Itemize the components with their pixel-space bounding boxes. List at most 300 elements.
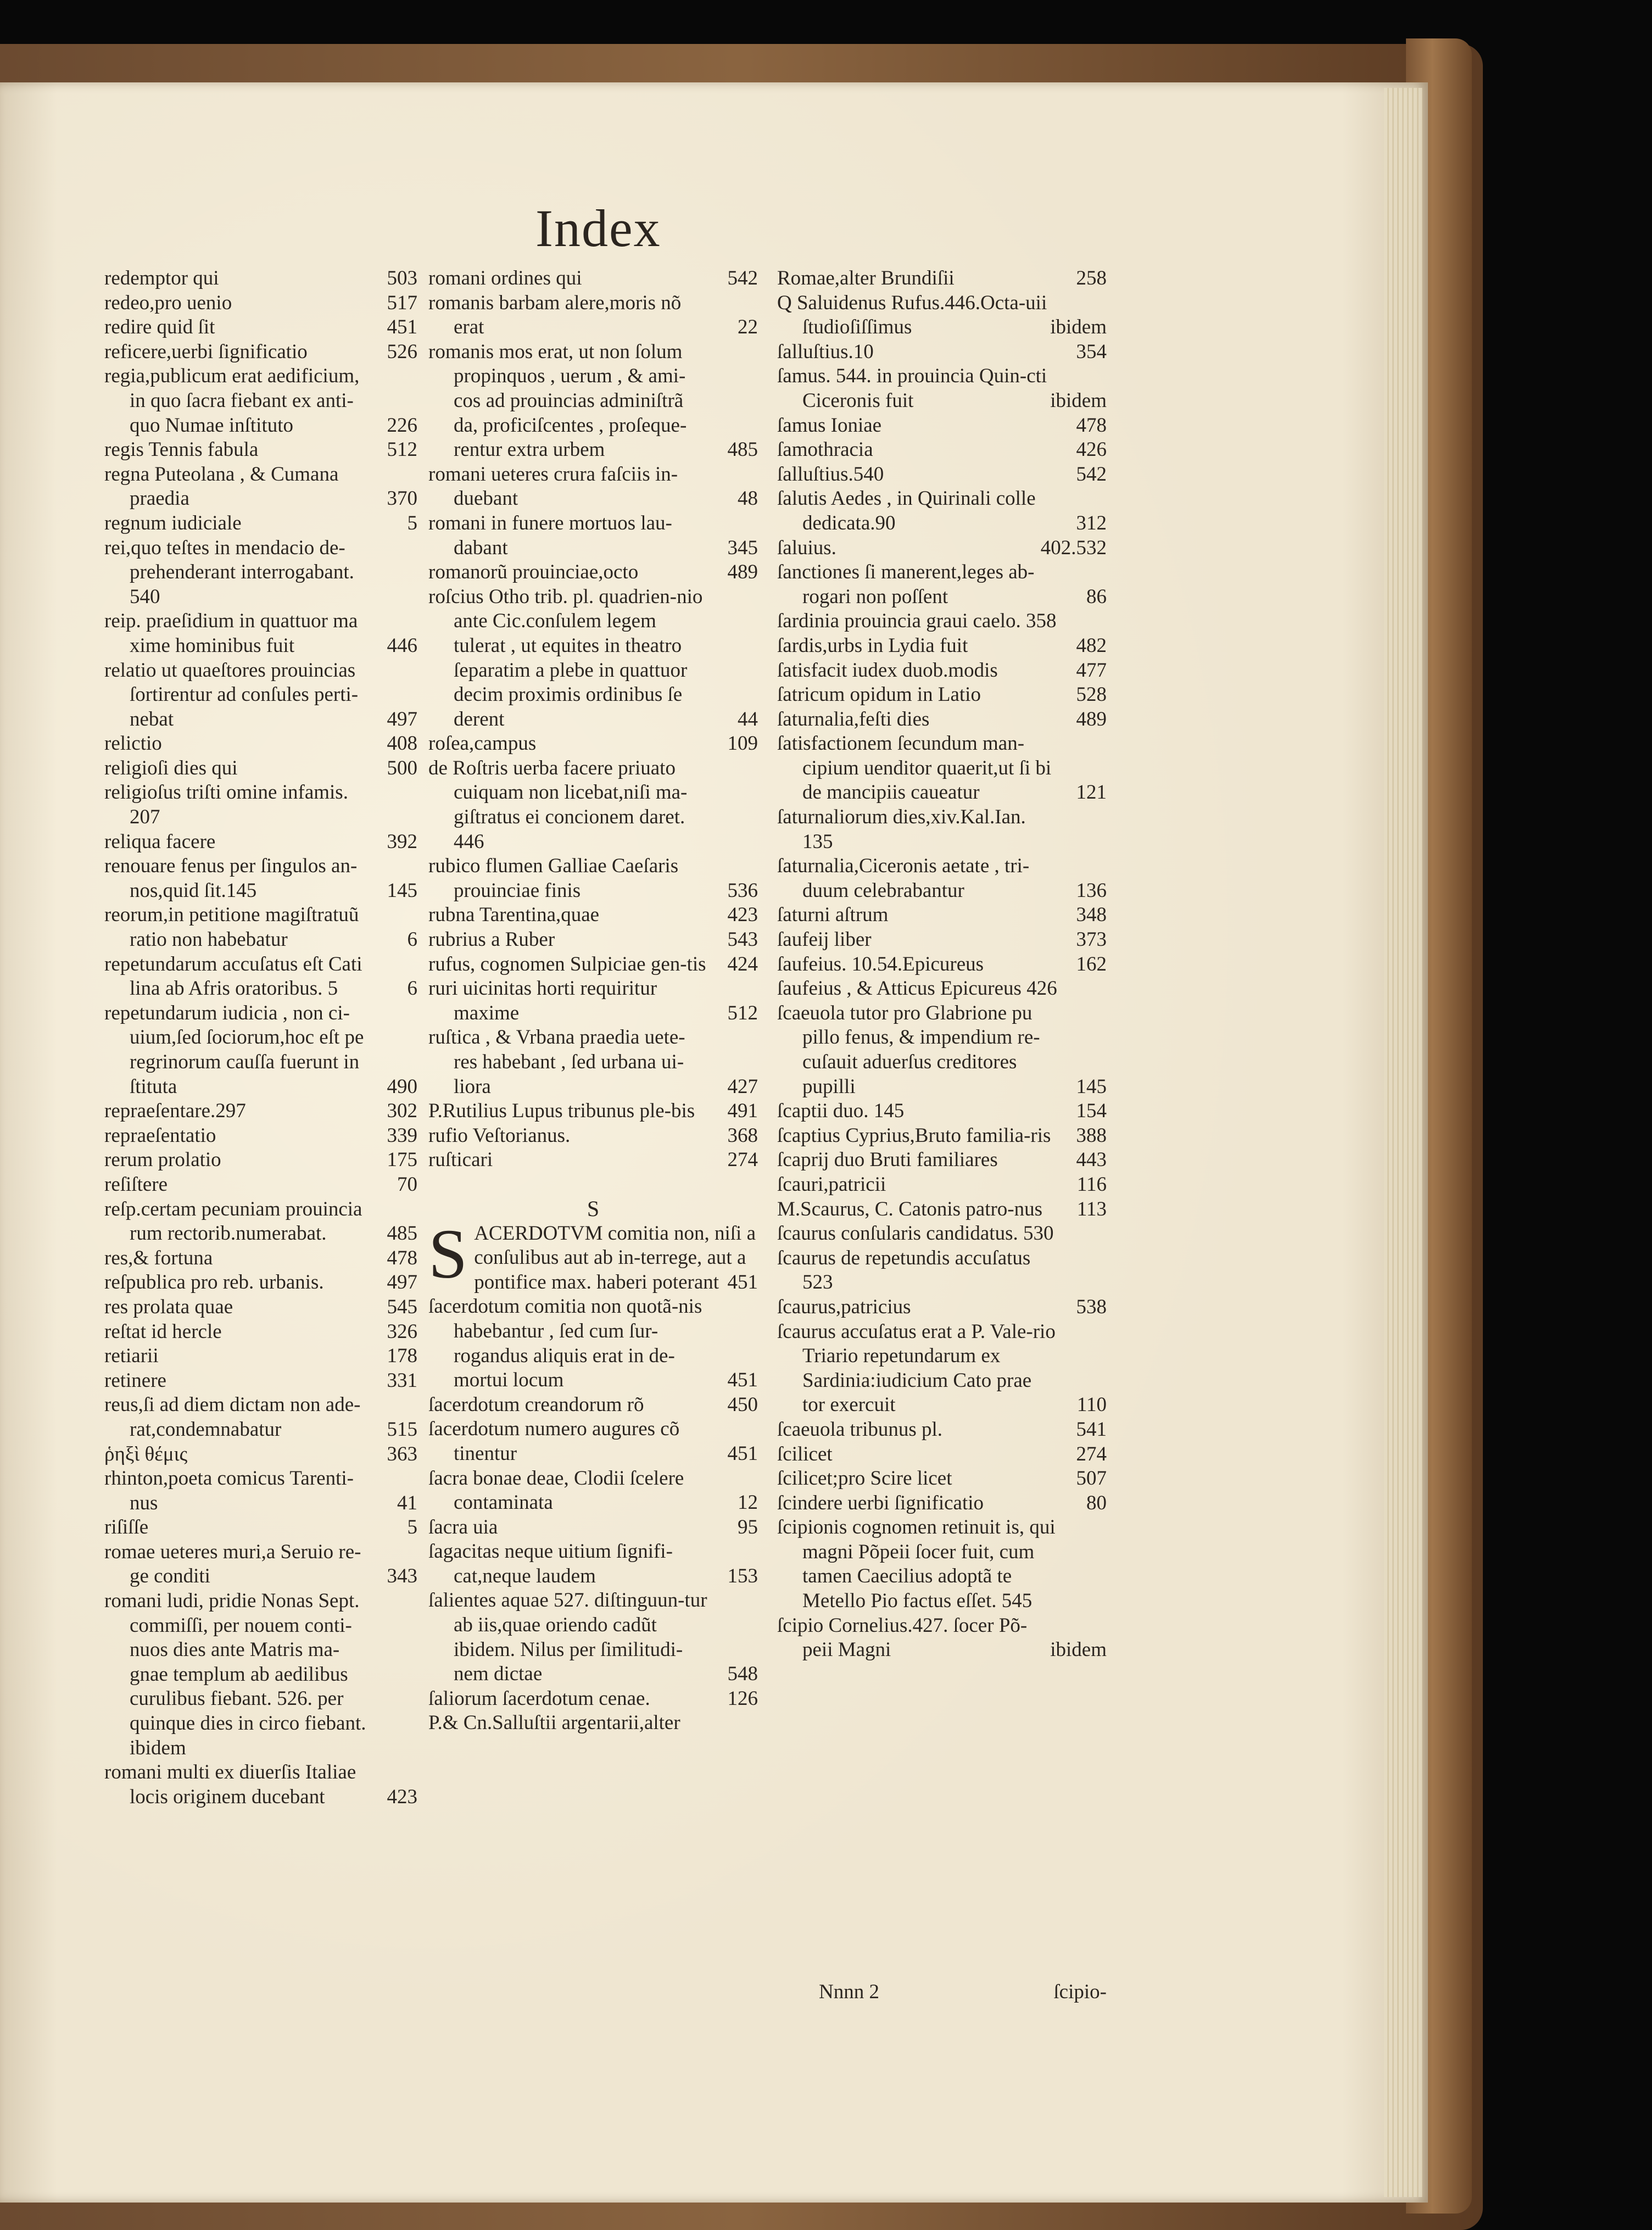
page-ref: 154 <box>1076 1100 1107 1123</box>
entry-text: ſalluſtius.10 <box>777 340 874 363</box>
index-entry <box>777 732 1107 805</box>
page-ref: 542 <box>727 267 758 289</box>
entry-text: ſcaprij duo Bruti familiares <box>777 1149 998 1172</box>
page-ref: 478 <box>1076 414 1107 437</box>
page-ref: 545 <box>387 1295 417 1318</box>
entry-text: regis Tennis fabula <box>104 438 259 461</box>
index-entry <box>104 1515 417 1540</box>
entry-text: ſagacitas neque uitium ſignifi-cat,neque laudem <box>428 1540 673 1587</box>
index-entry <box>104 511 417 536</box>
page-ref: 426 <box>1076 438 1107 461</box>
index-entry <box>777 340 1107 365</box>
index-entry <box>428 1588 758 1686</box>
index-entry <box>104 462 417 511</box>
entry-text: ſamus. 544. in prouincia Quin-cti Ciceronis fuit <box>777 365 1047 412</box>
page-ref: 339 <box>387 1124 417 1147</box>
page-ref: 5 <box>407 511 417 534</box>
page-ref: 388 <box>1076 1124 1107 1147</box>
entry-text: ſatricum opidum in Latio <box>777 683 981 706</box>
index-entry <box>777 291 1107 340</box>
index-column-2 <box>428 266 758 1736</box>
page-ref: ibidem <box>1050 316 1107 339</box>
index-entry <box>777 683 1107 707</box>
page-ref: 145 <box>1076 1075 1107 1098</box>
entry-text: rufus, cognomen Sulpiciae gen-tis <box>428 952 706 975</box>
index-entry <box>104 1467 417 1515</box>
page-ref: 331 <box>387 1369 417 1392</box>
entry-text: de Roſtris uerba facere priuato cuiquam non licebat,niſi ma-giſtratus ei concionem daret. 446 <box>428 756 688 853</box>
entry-text: rhinton,poeta comicus Tarenti-nus <box>104 1467 354 1514</box>
page-ref: 302 <box>387 1100 417 1123</box>
index-entry <box>428 854 758 903</box>
page-ref: 423 <box>387 1785 417 1808</box>
index-entry <box>428 1025 758 1099</box>
entry-text: ſcaurus de repetundis accuſatus 523 <box>777 1246 1031 1294</box>
index-entry <box>104 536 417 610</box>
index-entry <box>777 854 1107 903</box>
entry-text: renouare fenus per ſingulos an-nos,quid ſit.145 <box>104 855 358 902</box>
entry-text: ſacerdotum numero augures cõ tinentur <box>428 1418 680 1465</box>
entry-text: relatio ut quaeſtores prouincias ſortirentur ad conſules perti-nebat <box>104 659 359 731</box>
index-entry <box>777 805 1107 854</box>
entry-text: Romae,alter Brundiſii <box>777 267 955 289</box>
entry-text: ſcilicet <box>777 1442 833 1465</box>
index-entry <box>777 1246 1107 1295</box>
entry-text: romae ueteres muri,a Seruio re-ge conditi <box>104 1540 361 1588</box>
signature-mark: Nnnn 2 <box>819 1981 879 2003</box>
index-entry <box>428 462 758 511</box>
index-entry <box>104 1148 417 1173</box>
entry-text: ſaliorum ſacerdotum cenae. <box>428 1687 650 1710</box>
page-ref: 497 <box>387 707 417 731</box>
entry-text: ſaturnalia,Ciceronis aetate , tri-duum celebrabantur <box>777 855 1030 902</box>
page-ref: 354 <box>1076 340 1107 363</box>
page-ref: 110 <box>1076 1393 1107 1417</box>
page-ref: 402.532 <box>1040 536 1107 559</box>
index-entry <box>104 659 417 732</box>
entry-text: ruſtica , & Vrbana praedia uete-res habebant , ſed urbana ui-liora <box>428 1026 685 1098</box>
entry-text: rerum prolatio <box>104 1149 221 1172</box>
section-lead-entry <box>428 1214 758 1295</box>
index-entry <box>104 1246 417 1271</box>
section-entries <box>428 1295 758 1736</box>
page-ref: 274 <box>1076 1442 1107 1465</box>
index-entry <box>428 560 758 585</box>
entry-text: Q Saluidenus Rufus.446.Octa-uii ſtudioſiſſimus <box>777 291 1047 339</box>
index-entry <box>428 732 758 756</box>
entry-text: retinere <box>104 1369 166 1392</box>
page-ref: 478 <box>387 1246 417 1269</box>
page-ref: 477 <box>1076 659 1107 682</box>
page-ref: 548 <box>727 1663 758 1686</box>
page-ref: 80 <box>1086 1491 1107 1514</box>
entry-text: repetundarum iudicia , non ci-uium,ſed ſociorum,hoc eſt pe regrinorum cauſſa fuerunt in ſtituta <box>104 1001 364 1098</box>
entry-text: ſcaeuola tutor pro Glabrione pu pillo fenus, & impendium re-cuſauit aduerſus creditores pupilli <box>777 1001 1040 1098</box>
index-column-3 <box>777 266 1107 1663</box>
index-entry <box>104 315 417 340</box>
index-entry <box>777 1467 1107 1491</box>
index-entry <box>777 977 1107 1001</box>
entry-text: romanorũ prouinciae,octo <box>428 561 639 584</box>
entry-text: ſamothracia <box>777 438 873 461</box>
entry-text: ſacerdotum creandorum rõ <box>428 1393 644 1416</box>
entry-text: ſaufeius , & Atticus Epicureus 426 <box>777 977 1057 1000</box>
page-ref: 451 <box>727 1270 758 1294</box>
entry-text: romanis barbam alere,moris nõ erat <box>428 291 682 339</box>
index-entry <box>104 1099 417 1124</box>
entry-text: repraeſentare.297 <box>104 1100 246 1123</box>
entry-text: reſp.certam pecuniam prouincia rum rectorib.numerabat. <box>104 1197 362 1245</box>
index-entry <box>104 1295 417 1320</box>
index-entry <box>428 585 758 732</box>
page-ref: 95 <box>738 1515 758 1538</box>
index-entry <box>104 1589 417 1760</box>
index-entry <box>428 1295 758 1392</box>
entry-text: reorum,in petitione magiſtratuũ ratio non habebatur <box>104 904 359 951</box>
page-ref: 517 <box>387 291 417 314</box>
index-entry <box>428 1393 758 1418</box>
page-ref: 451 <box>727 1442 758 1465</box>
entry-text: rubico flumen Galliae Caeſaris prouinciae finis <box>428 855 679 902</box>
index-entry <box>428 1099 758 1124</box>
page-ref: 491 <box>727 1100 758 1123</box>
entry-text: rufio Veſtorianus. <box>428 1124 571 1147</box>
index-entry <box>104 1173 417 1197</box>
page-ref: 226 <box>387 414 417 437</box>
entry-text: M.Scaurus, C. Catonis patro-nus <box>777 1197 1043 1220</box>
index-entry <box>777 1491 1107 1516</box>
section-lead-text: ACERDOTVM comitia non, niſi a conſulibus aut ab in-terrege, aut a pontifice max. haberi poterant <box>474 1222 756 1294</box>
index-entry <box>104 1344 417 1369</box>
entry-text: ῥηξὶ θέμις <box>104 1442 188 1465</box>
entry-text: relictio <box>104 732 162 755</box>
page-ref: 258 <box>1076 267 1107 289</box>
index-entry <box>428 952 758 977</box>
index-entry <box>104 1760 417 1809</box>
page-ref: 446 <box>387 634 417 657</box>
index-entry <box>777 462 1107 487</box>
page-ref: 500 <box>387 756 417 779</box>
index-entry <box>104 1540 417 1589</box>
entry-text: reficere,uerbi ſignificatio <box>104 340 308 363</box>
entry-text: ſcaeuola tribunus pl. <box>777 1418 943 1441</box>
index-entry <box>777 364 1107 413</box>
index-entry <box>428 1467 758 1515</box>
index-list <box>428 266 758 1173</box>
index-entry <box>777 1442 1107 1467</box>
entry-text: ſalutis Aedes , in Quirinali colle dedicata.90 <box>777 487 1036 534</box>
page-ref: 113 <box>1076 1197 1107 1220</box>
entry-text: rubna Tarentina,quae <box>428 904 600 927</box>
entry-text: ſalientes aquae 527. diſtinguun-tur ab iis,quae oriendo cadũt ibidem. Nilus per ſimilitudi-nem dictae <box>428 1589 707 1686</box>
page-ref: 497 <box>387 1271 417 1294</box>
index-entry <box>777 414 1107 438</box>
entry-text: ſatisfacit iudex duob.modis <box>777 659 998 682</box>
index-entry <box>777 1222 1107 1246</box>
page-ref: 136 <box>1076 879 1107 902</box>
index-entry <box>104 609 417 658</box>
entry-text: ſcipio Cornelius.427. ſocer Põ-peii Magni <box>777 1614 1028 1662</box>
page-ref: 178 <box>387 1345 417 1368</box>
index-entry <box>777 1124 1107 1149</box>
index-entry <box>428 511 758 560</box>
entry-text: ſacra bonae deae, Clodii ſcelere contaminata <box>428 1467 684 1514</box>
page-ref: 6 <box>407 928 417 951</box>
page-ref: 373 <box>1076 928 1107 951</box>
page-ref: 126 <box>727 1687 758 1710</box>
index-entry <box>104 266 417 291</box>
index-entry <box>777 1320 1107 1418</box>
page-ref: 348 <box>1076 904 1107 927</box>
index-entry <box>428 1515 758 1540</box>
entry-text: ruſticari <box>428 1149 493 1172</box>
entry-text: reſiſtere <box>104 1173 168 1196</box>
page-ref: 326 <box>387 1320 417 1343</box>
page-ref: 116 <box>1076 1173 1107 1196</box>
page-ref: 450 <box>727 1393 758 1416</box>
index-entry <box>104 1270 417 1295</box>
page-ref: 12 <box>738 1491 758 1514</box>
index-entry <box>104 756 417 781</box>
index-entry <box>104 830 417 855</box>
page-ref: 368 <box>727 1124 758 1147</box>
page-ref: 5 <box>407 1516 417 1539</box>
entry-text: ſaufeij liber <box>777 928 872 951</box>
index-entry <box>777 560 1107 609</box>
page-ref: 528 <box>1076 683 1107 706</box>
entry-text: religioſi dies qui <box>104 756 238 779</box>
page-title: Index <box>535 199 661 258</box>
index-entry <box>428 340 758 462</box>
entry-text: ſacerdotum comitia non quotã-nis habebantur , ſed cum ſur-rogandus aliquis erat in de-mortui locum <box>428 1295 702 1392</box>
index-entry <box>104 1197 417 1246</box>
entry-text: romani multi ex diuerſis Italiae locis originem ducebant <box>104 1761 356 1808</box>
entry-text: reſtat id hercle <box>104 1320 222 1343</box>
index-entry <box>104 1393 417 1442</box>
entry-text: retiarii <box>104 1345 159 1368</box>
entry-text: riſiſſe <box>104 1516 149 1539</box>
entry-text: ſamus Ioniae <box>777 414 882 437</box>
entry-text: rei,quo teſtes in mendacio de-prehenderant interrogabant. 540 <box>104 536 354 608</box>
page-ref: 345 <box>727 536 758 559</box>
index-entry <box>777 903 1107 928</box>
page-ref: 427 <box>727 1075 758 1098</box>
page-ref: 343 <box>387 1565 417 1588</box>
page-ref: 543 <box>727 928 758 951</box>
page-ref: 274 <box>727 1149 758 1172</box>
catchword: ſcipio- <box>1053 1981 1107 2003</box>
entry-text: ſcaurus conſularis candidatus. 530 <box>777 1222 1054 1245</box>
index-entry <box>104 1320 417 1345</box>
entry-text: redeo,pro uenio <box>104 291 232 314</box>
entry-text: ſcilicet;pro Scire licet <box>777 1467 952 1490</box>
entry-text: rubrius a Ruber <box>428 928 555 951</box>
page-ref: 22 <box>738 316 758 339</box>
index-entry <box>428 1711 758 1736</box>
index-entry <box>104 1124 417 1149</box>
index-entry <box>428 977 758 1025</box>
page-ref: 512 <box>727 1001 758 1024</box>
index-entry <box>104 781 417 829</box>
index-entry <box>104 291 417 316</box>
page-ref: 512 <box>387 438 417 461</box>
entry-text: redemptor qui <box>104 267 219 289</box>
page-ref: 312 <box>1076 511 1107 534</box>
page-ref: 424 <box>727 952 758 975</box>
page-ref: 175 <box>387 1149 417 1172</box>
index-entry <box>777 1418 1107 1442</box>
page-ref: 86 <box>1086 585 1107 608</box>
page-ref: 503 <box>387 267 417 289</box>
entry-text: romani ludi, pridie Nonas Sept. commiſſi, per nouem conti-nuos dies ante Matris ma-gnae templum ab aedilibus curulibus fiebant. 526. per quinque dies in circo fiebant. ibidem <box>104 1590 366 1759</box>
entry-text: ruri uicinitas horti requiritur maxime <box>428 977 657 1024</box>
entry-text: romani in funere mortuos lau-dabant <box>428 511 672 559</box>
entry-text: res,& fortuna <box>104 1246 213 1269</box>
page-ref: 507 <box>1076 1467 1107 1490</box>
index-column-1 <box>104 266 417 1809</box>
index-entry <box>777 487 1107 536</box>
page-ref: 485 <box>727 438 758 461</box>
entry-text: regna Puteolana , & Cumana praedia <box>104 462 339 510</box>
entry-text: res prolata quae <box>104 1295 233 1318</box>
index-entry <box>777 1099 1107 1124</box>
page-ref: 451 <box>387 316 417 339</box>
index-entry <box>777 634 1107 659</box>
index-entry <box>104 1001 417 1099</box>
entry-text: ſaluius. <box>777 536 836 559</box>
entry-text: ſardinia prouincia graui caelo. 358 <box>777 610 1057 633</box>
entry-text: ſaufeius. 10.54.Epicureus <box>777 952 984 975</box>
entry-text: reſpublica pro reb. urbanis. <box>104 1271 324 1294</box>
index-entry <box>428 756 758 854</box>
index-entry <box>428 1148 758 1173</box>
page-ref: 48 <box>738 487 758 510</box>
entry-text: ſardis,urbs in Lydia fuit <box>777 634 968 657</box>
index-entry <box>428 1417 758 1466</box>
index-entry <box>104 952 417 1001</box>
index-entry <box>777 707 1107 732</box>
entry-text: regia,publicum erat aedificium, in quo ſacra fiebant ex anti-quo Numae inſtituto <box>104 365 360 437</box>
page-ref: 541 <box>1076 1418 1107 1441</box>
entry-text: repraeſentatio <box>104 1124 216 1147</box>
index-entry <box>428 291 758 340</box>
page-ref: 489 <box>727 561 758 584</box>
index-entry <box>777 438 1107 462</box>
entry-text: romanis mos erat, ut non ſolum propinquos , uerum , & ami-cos ad prouincias adminiſtrã da, proficiſcentes , proſeque-rentur extra urbem <box>428 340 687 461</box>
page-ref: 370 <box>387 487 417 510</box>
page-ref: ibidem <box>1050 1638 1107 1662</box>
index-entry <box>428 903 758 928</box>
entry-text: P.& Cn.Salluſtii argentarii,alter <box>428 1711 680 1735</box>
entry-text: reip. praeſidium in quattuor ma xime hominibus fuit <box>104 610 358 657</box>
index-entry <box>777 536 1107 561</box>
entry-text: religioſus triſti omine infamis. 207 <box>104 781 348 829</box>
page-ref: 121 <box>1076 781 1107 804</box>
entry-text: roſcius Otho trib. pl. quadrien-nio ante Cic.conſulem legem tulerat , ut equites in theatro ſeparatim a plebe in quattuor decim proximis ordinibus ſe derent <box>428 585 703 731</box>
page-ref: 109 <box>727 732 758 755</box>
entry-text: ſaturnaliorum dies,xiv.Kal.Ian. 135 <box>777 806 1026 853</box>
entry-text: redire quid ſit <box>104 316 215 339</box>
entry-text: ſaturni aſtrum <box>777 904 889 927</box>
index-entry <box>777 928 1107 952</box>
entry-text: romani ordines qui <box>428 267 582 289</box>
page-ref: 515 <box>387 1418 417 1441</box>
entry-text: ſcaurus,patricius <box>777 1295 911 1318</box>
index-entry <box>428 266 758 291</box>
index-entry <box>104 1369 417 1393</box>
page-ref: 451 <box>727 1369 758 1392</box>
page-ref: 44 <box>738 707 758 731</box>
entry-text: roſea,campus <box>428 732 537 755</box>
page-ref: 6 <box>407 977 417 1000</box>
index-entry <box>777 1148 1107 1173</box>
entry-text: repetundarum accuſatus eſt Cati lina ab Afris oratoribus. 5 <box>104 952 362 1000</box>
page-ref: 538 <box>1076 1295 1107 1318</box>
entry-text: regnum iudiciale <box>104 511 242 534</box>
index-entry <box>777 1197 1107 1222</box>
index-entry <box>777 1515 1107 1613</box>
entry-text: reliqua facere <box>104 830 216 853</box>
entry-text: ſcaptii duo. 145 <box>777 1100 905 1123</box>
page-ref: 490 <box>387 1075 417 1098</box>
entry-text: ſanctiones ſi manerent,leges ab-rogari non poſſent <box>777 561 1035 608</box>
page-ref: 423 <box>727 904 758 927</box>
entry-text: ſaturnalia,feſti dies <box>777 707 930 731</box>
index-entry <box>777 1173 1107 1197</box>
entry-text: ſcaurus accuſatus erat a P. Vale-rio Triario repetundarum ex Sardinia:iudicium Cato prae tor exercuit <box>777 1320 1056 1417</box>
section-letter: S <box>587 1196 600 1221</box>
entry-text: ſcauri,patricii <box>777 1173 886 1196</box>
page-ref: 162 <box>1076 952 1107 975</box>
index-entry <box>777 1001 1107 1099</box>
index-entry <box>428 1124 758 1149</box>
page-ref: 489 <box>1076 707 1107 731</box>
index-entry <box>104 438 417 462</box>
page-ref: 542 <box>1076 462 1107 486</box>
page-ref: 485 <box>387 1222 417 1245</box>
entry-text: P.Rutilius Lupus tribunus ple-bis <box>428 1100 695 1123</box>
index-entry <box>777 952 1107 977</box>
page-ref: 443 <box>1076 1149 1107 1172</box>
index-entry <box>428 1540 758 1588</box>
index-entry <box>777 1614 1107 1663</box>
entry-text: ſalluſtius.540 <box>777 462 884 486</box>
page-ref: 526 <box>387 340 417 363</box>
index-entry <box>104 854 417 903</box>
index-entry <box>104 340 417 365</box>
index-entry <box>104 732 417 756</box>
page-ref: 70 <box>397 1173 417 1196</box>
entry-text: reus,ſi ad diem dictam non ade-rat,condemnabatur <box>104 1393 361 1441</box>
entry-text: ſacra uia <box>428 1515 498 1538</box>
index-entry <box>777 1295 1107 1320</box>
page-ref: 145 <box>387 879 417 902</box>
page-edges <box>1384 88 1422 2197</box>
entry-text: romani ueteres crura faſciis in-duebant <box>428 462 678 510</box>
page-ref: 392 <box>387 830 417 853</box>
page-ref: 41 <box>397 1491 417 1514</box>
index-entry <box>777 609 1107 634</box>
index-entry <box>104 903 417 952</box>
index-entry <box>777 659 1107 683</box>
page-ref: 408 <box>387 732 417 755</box>
page-ref: ibidem <box>1050 389 1107 412</box>
index-entry <box>428 1687 758 1711</box>
page-ref: 363 <box>387 1442 417 1465</box>
entry-text: ſcaptius Cyprius,Bruto familia-ris <box>777 1124 1051 1147</box>
entry-text: ſcipionis cognomen retinuit is, qui magni Põpeii ſocer fuit, cum tamen Caecilius adoptã te Metello Pio factus eſſet. 545 <box>777 1516 1056 1613</box>
page-ref: 536 <box>727 879 758 902</box>
